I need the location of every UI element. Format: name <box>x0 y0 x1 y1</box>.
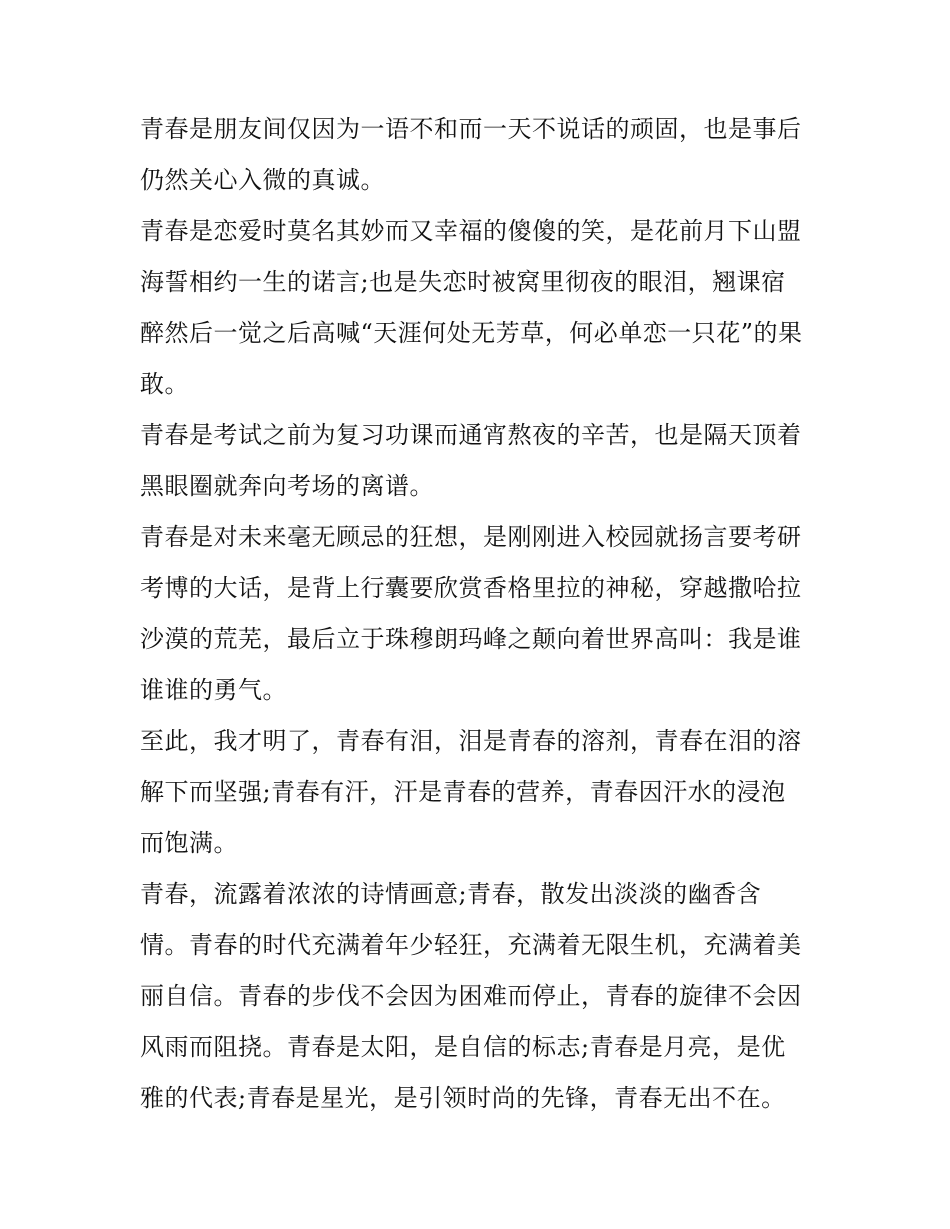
document-body <box>140 104 820 1124</box>
text-line: 醉然后一觉之后高喊“天涯何处无芳草，何必单恋一只花”的果 <box>140 319 803 347</box>
text-line: 情。青春的时代充满着年少轻狂，充满着无限生机，充满着美 <box>140 931 802 959</box>
text-line: 考博的大话，是背上行囊要欣赏香格里拉的神秘，穿越撒哈拉 <box>140 574 802 602</box>
text-line: 风雨而阻挠。青春是太阳，是自信的标志;青春是月亮，是优 <box>140 1033 786 1061</box>
text-line: 敢。 <box>140 370 189 398</box>
text-line: 谁谁的勇气。 <box>140 676 287 704</box>
text-line: 丽自信。青春的步伐不会因为困难而停止，青春的旋律不会因 <box>140 982 802 1010</box>
text-line: 青春，流露着浓浓的诗情画意;青春，散发出淡淡的幽香含 <box>140 880 762 908</box>
text-line: 至此，我才明了，青春有泪，泪是青春的溶剂，青春在泪的溶 <box>140 727 802 755</box>
text-line: 青春是恋爱时莫名其妙而又幸福的傻傻的笑，是花前月下山盟 <box>140 217 802 245</box>
text-line: 青春是朋友间仅因为一语不和而一天不说话的顽固，也是事后 <box>140 115 802 143</box>
text-line: 仍然关心入微的真诚。 <box>140 166 385 194</box>
text-line: 解下而坚强;青春有汗，汗是青春的营养，青春因汗水的浸泡 <box>140 778 786 806</box>
text-line: 海誓相约一生的诺言;也是失恋时被窝里彻夜的眼泪，翘课宿 <box>140 268 786 296</box>
text-line: 青春是对未来毫无顾忌的狂想，是刚刚进入校园就扬言要考研 <box>140 523 802 551</box>
text-line: 而饱满。 <box>140 829 238 857</box>
text-line: 沙漠的荒芜，最后立于珠穆朗玛峰之颠向着世界高叫：我是谁 <box>140 625 802 653</box>
text-line: 青春是考试之前为复习功课而通宵熬夜的辛苦，也是隔天顶着 <box>140 421 802 449</box>
text-line: 黑眼圈就奔向考场的离谱。 <box>140 472 434 500</box>
text-line: 雅的代表;青春是星光，是引领时尚的先锋，青春无出不在。 <box>140 1084 786 1112</box>
